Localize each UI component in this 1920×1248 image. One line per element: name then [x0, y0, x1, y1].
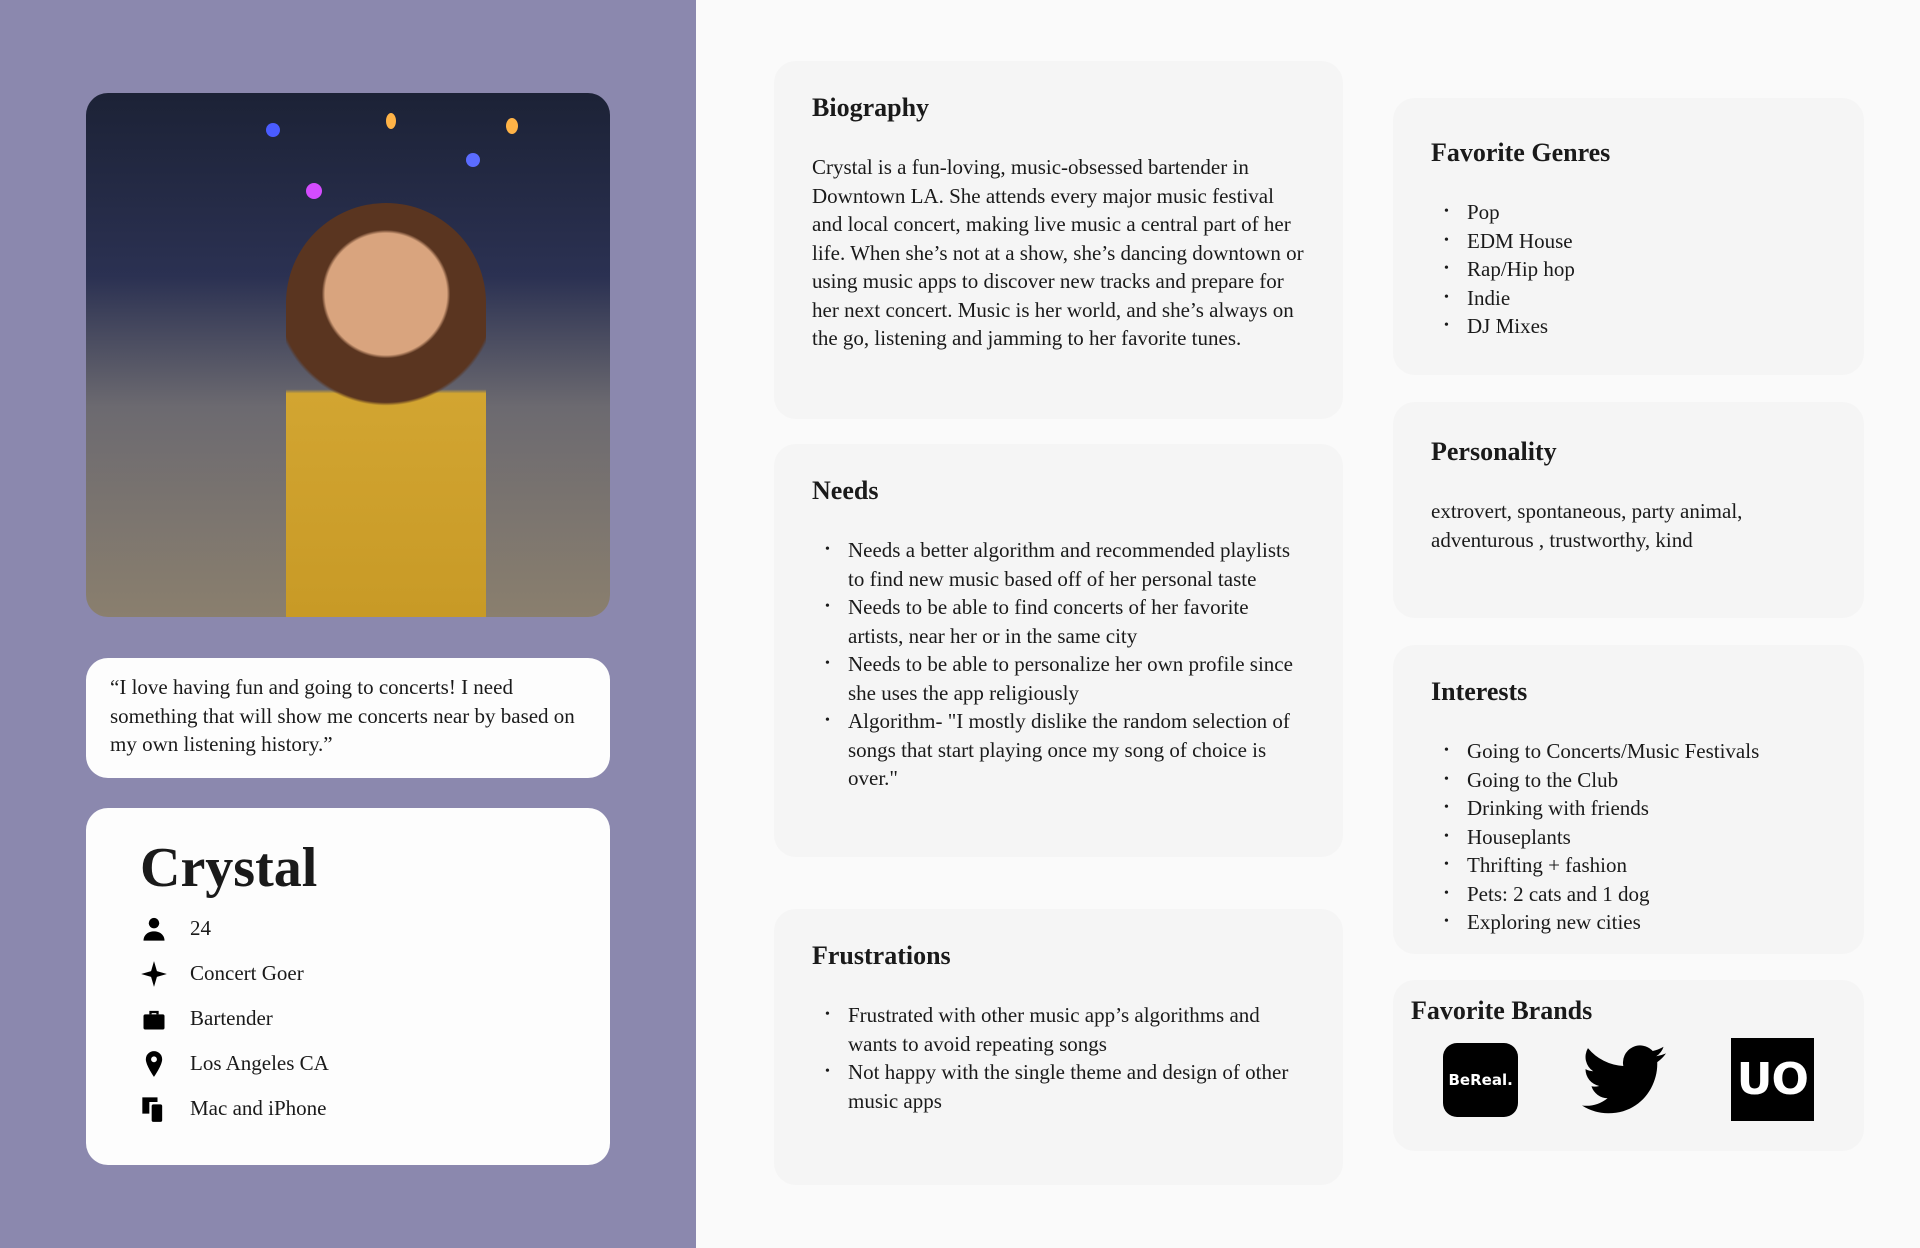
- list-item: • Needs a better algorithm and recommended playlists to find new music based off of her personal taste: [812, 536, 1305, 593]
- urban-outfitters-logo: UO: [1731, 1038, 1814, 1121]
- brands-card: [1393, 980, 1864, 1151]
- biography-card: [774, 61, 1343, 419]
- biography-title: Biography: [812, 93, 930, 122]
- left-panel: [0, 0, 696, 1248]
- devices-row: Mac and iPhone: [140, 1086, 556, 1131]
- needs-title: Needs: [812, 476, 879, 505]
- brands-title: Favorite Brands: [1411, 996, 1593, 1025]
- profile-card: [86, 808, 610, 1165]
- sparkle-icon: [140, 960, 168, 988]
- list-item: • Needs to be able to personalize her own profile since she uses the app religiously: [812, 650, 1305, 707]
- twitter-logo-icon: [1582, 1045, 1666, 1115]
- person-icon: [140, 915, 168, 943]
- frustrations-card: [774, 909, 1343, 1185]
- list-item: • Algorithm- "I mostly dislike the random selection of songs that start playing once my song of choice is over.": [812, 707, 1305, 793]
- list-item: • Exploring new cities: [1431, 908, 1826, 937]
- list-item: • Thrifting + fashion: [1431, 851, 1826, 880]
- personality-text: extrovert, spontaneous, party animal, adventurous , trustworthy, kind: [1431, 499, 1743, 552]
- list-item: • Going to Concerts/Music Festivals: [1431, 737, 1826, 766]
- personality-card: [1393, 402, 1864, 618]
- frustrations-title: Frustrations: [812, 941, 951, 970]
- profile-photo: [86, 93, 610, 617]
- interests-title: Interests: [1431, 677, 1528, 706]
- location-pin-icon: [140, 1050, 168, 1078]
- briefcase-icon: [140, 1005, 168, 1033]
- needs-card: [774, 444, 1343, 857]
- devices-icon: [140, 1095, 168, 1123]
- list-item: • Pets: 2 cats and 1 dog: [1431, 880, 1826, 909]
- list-item: • Pop: [1431, 198, 1826, 227]
- age-row: 24: [140, 906, 556, 951]
- quote-card: “I love having fun and going to concerts! I need something that will show me concerts near by based on my own listening history.”: [86, 658, 610, 778]
- job-row: Bartender: [140, 996, 556, 1041]
- biography-text: Crystal is a fun-loving, music-obsessed bartender in Downtown LA. She attends every major music festival and local concert, making live music a central part of her life. When she’s not at a show, she’s dancing downtown or using music apps to discover new tracks and prepare for her next concert. Music is her world, and she’s always on the go, listening and jamming to her favorite tunes.: [812, 155, 1304, 350]
- interests-card: [1393, 645, 1864, 954]
- list-item: • Houseplants: [1431, 823, 1826, 852]
- list-item: • Frustrated with other music app’s algorithms and wants to avoid repeating songs: [812, 1001, 1305, 1058]
- list-item: • Going to the Club: [1431, 766, 1826, 795]
- list-item: • Not happy with the single theme and design of other music apps: [812, 1058, 1305, 1115]
- list-item: • Indie: [1431, 284, 1826, 313]
- personality-title: Personality: [1431, 437, 1557, 466]
- role-row: Concert Goer: [140, 951, 556, 996]
- list-item: • DJ Mixes: [1431, 312, 1826, 341]
- list-item: • Rap/Hip hop: [1431, 255, 1826, 284]
- bereal-logo: BeReal.: [1443, 1043, 1518, 1117]
- genres-card: [1393, 98, 1864, 375]
- location-row: Los Angeles CA: [140, 1041, 556, 1086]
- list-item: • Drinking with friends: [1431, 794, 1826, 823]
- genres-title: Favorite Genres: [1431, 138, 1611, 167]
- list-item: • EDM House: [1431, 227, 1826, 256]
- list-item: • Needs to be able to find concerts of her favorite artists, near her or in the same city: [812, 593, 1305, 650]
- persona-name: Crystal: [140, 837, 318, 899]
